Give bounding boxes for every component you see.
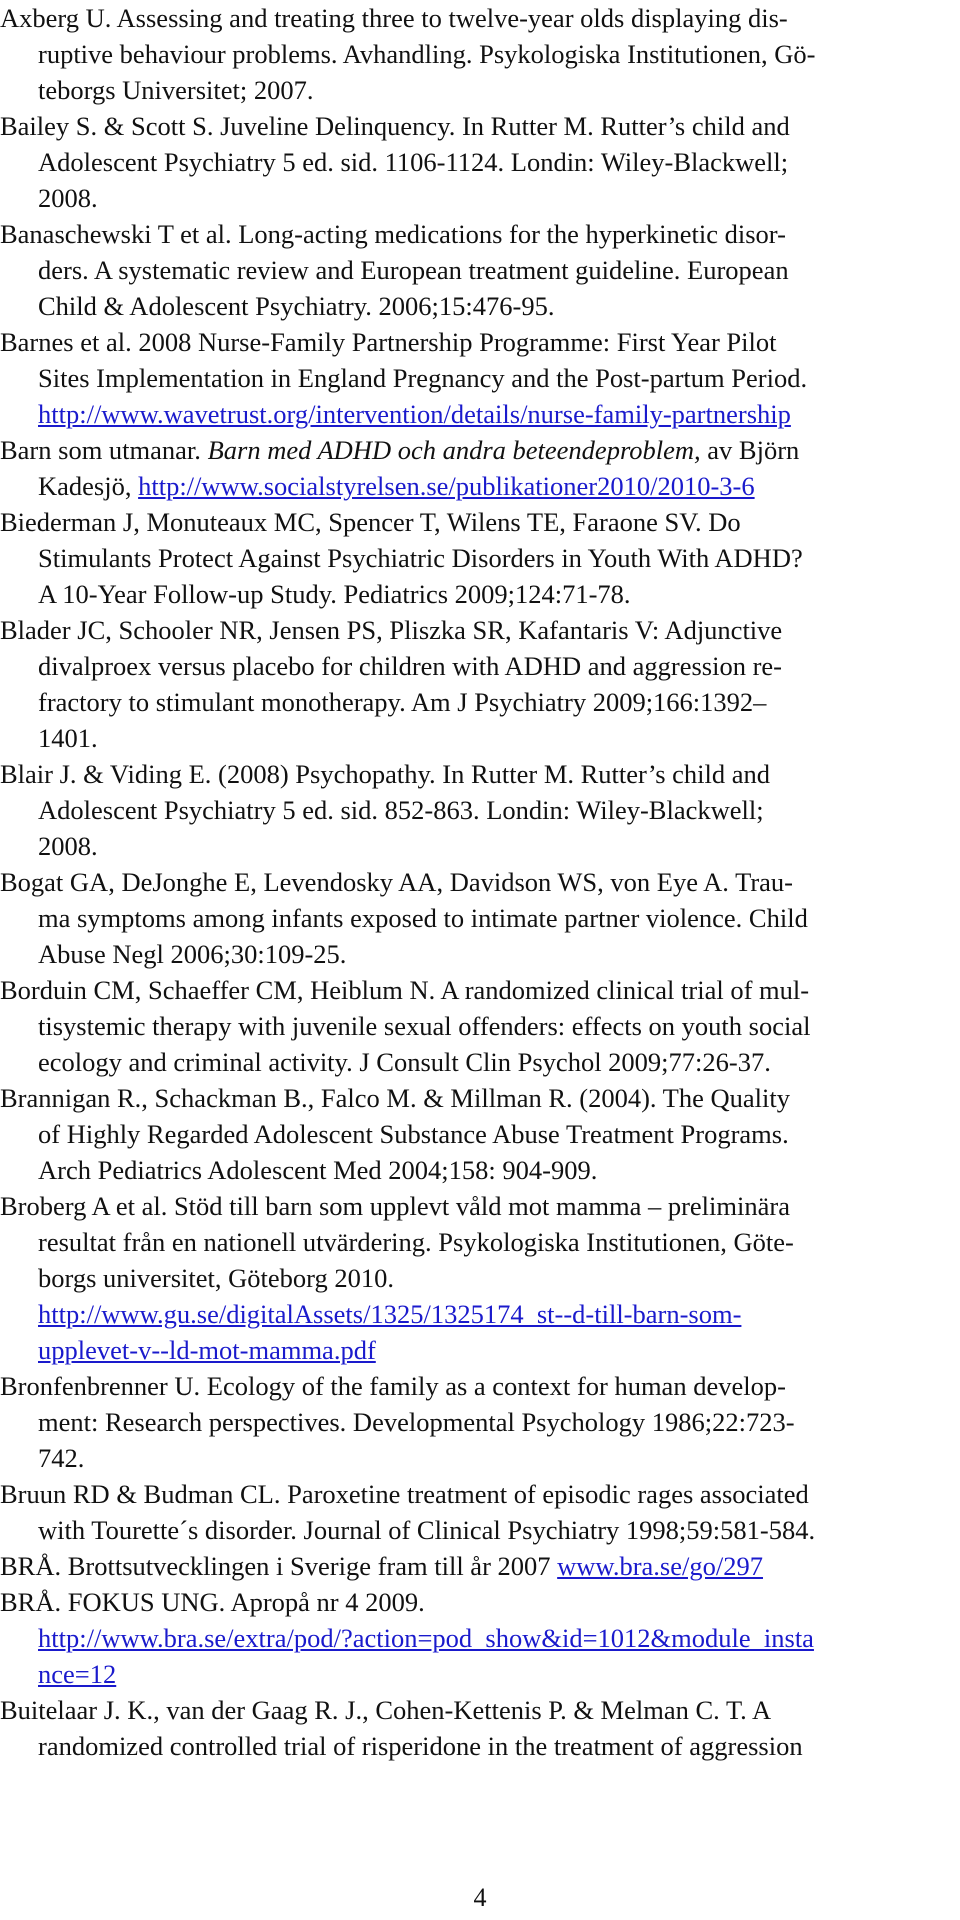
reference-entry	[0, 216, 958, 324]
reference-link[interactable]: http://www.gu.se/digitalAssets/1325/1325174_st--d-till-barn-som- upplevet-v--ld-mot-mamma.pdf	[38, 1299, 742, 1365]
reference-text: Bronfenbrenner U. Ecology of the family as a context for human develop- ment: Research perspectives. Developmental Psychology 1986;22:723- 742.	[0, 1371, 795, 1473]
reference-entry	[0, 1692, 958, 1764]
reference-text: Buitelaar J. K., van der Gaag R. J., Cohen-Kettenis P. & Melman C. T. A randomized controlled trial of risperidone in the treatment of aggression	[0, 1695, 803, 1761]
reference-entry	[0, 972, 958, 1080]
reference-text: Blair J. & Viding E. (2008) Psychopathy. In Rutter M. Rutter’s child and Adolescent Psychiatry 5 ed. sid. 852-863. Londin: Wiley-Blackwell; 2008.	[0, 759, 771, 861]
reference-text: Axberg U. Assessing and treating three to twelve-year olds displaying dis- ruptive behaviour problems. Avhandling. Psykologiska Institutionen, Gö- teborgs Universitet; 2007.	[0, 3, 816, 105]
reference-entry	[0, 1368, 958, 1476]
reference-entry	[0, 864, 958, 972]
reference-text: av Björn Kadesjö,	[38, 435, 800, 501]
reference-text: Bailey S. & Scott S. Juveline Delinquency. In Rutter M. Rutter’s child and Adolescent Psychiatry 5 ed. sid. 1106-1124. Londin: Wiley-Blackwell; 2008.	[0, 111, 790, 213]
reference-link[interactable]: http://www.bra.se/extra/pod/?action=pod_show&id=1012&module_insta nce=12	[38, 1623, 814, 1689]
reference-text: Biederman J, Monuteaux MC, Spencer T, Wilens TE, Faraone SV. Do Stimulants Protect Against Psychiatric Disorders in Youth With ADHD? A 10-Year Follow-up Study. Pediatrics 2009;124:71-78.	[0, 507, 803, 609]
reference-text: Barnes et al. 2008 Nurse-Family Partnership Programme: First Year Pilot Sites Implementation in England Pregnancy and the Post-partum Period.	[0, 327, 808, 393]
reference-text: BRÅ. Brottsutvecklingen i Sverige fram till år 2007	[0, 1551, 558, 1581]
reference-text: Brannigan R., Schackman B., Falco M. & Millman R. (2004). The Quality of Highly Regarded Adolescent Substance Abuse Treatment Programs. Arch Pediatrics Adolescent Med 2004;158: 904-909.	[0, 1083, 790, 1185]
reference-link[interactable]: http://www.socialstyrelsen.se/publikationer2010/2010-3-6	[138, 471, 755, 501]
reference-entry	[0, 108, 958, 216]
reference-entry	[0, 1188, 958, 1368]
reference-text: Borduin CM, Schaeffer CM, Heiblum N. A randomized clinical trial of mul- tisystemic therapy with juvenile sexual offenders: effects on youth social ecology and criminal activity. J Consult Clin Psychol 2009;77:26-37.	[0, 975, 811, 1077]
reference-entry	[0, 1080, 958, 1188]
reference-entry	[0, 324, 958, 432]
reference-text: Banaschewski T et al. Long-acting medications for the hyperkinetic disor- ders. A systematic review and European treatment guideline. European Child & Adolescent Psychiatry. 2006;15:476-95.	[0, 219, 789, 321]
reference-text: Bruun RD & Budman CL. Paroxetine treatment of episodic rages associated with Tourette´s disorder. Journal of Clinical Psychiatry 1998;59:581-584.	[0, 1479, 816, 1545]
reference-entry	[0, 0, 958, 108]
reference-entry	[0, 1548, 958, 1584]
reference-title-italic: Barn med ADHD och andra beteendeproblem,	[207, 435, 701, 465]
page-number: 4	[473, 1883, 487, 1912]
reference-entry	[0, 1584, 958, 1692]
reference-text: Broberg A et al. Stöd till barn som upplevt våld mot mamma – preliminära resultat från en nationell utvärdering. Psykologiska Institutionen, Göte- borgs universitet, Göteborg 2010.	[0, 1191, 794, 1293]
reference-link[interactable]: www.bra.se/go/297	[557, 1551, 763, 1581]
reference-text: BRÅ. FOKUS UNG. Apropå nr 4 2009.	[0, 1587, 425, 1617]
reference-entry	[0, 504, 958, 612]
reference-text: Bogat GA, DeJonghe E, Levendosky AA, Davidson WS, von Eye A. Trau- ma symptoms among infants exposed to intimate partner violence. Child Abuse Negl 2006;30:109-25.	[0, 867, 808, 969]
reference-entry	[0, 756, 958, 864]
reference-text: Barn som utmanar.	[0, 435, 208, 465]
reference-text: Blader JC, Schooler NR, Jensen PS, Pliszka SR, Kafantaris V: Adjunctive divalproex versus placebo for children with ADHD and aggression re- fractory to stimulant monotherapy. Am J Psychiatry 2009;166:1392– 1401.	[0, 615, 783, 753]
reference-entry	[0, 1476, 958, 1548]
reference-entry	[0, 432, 958, 504]
reference-entry	[0, 612, 958, 756]
reference-link[interactable]: http://www.wavetrust.org/intervention/details/nurse-family-partnership	[38, 399, 791, 429]
